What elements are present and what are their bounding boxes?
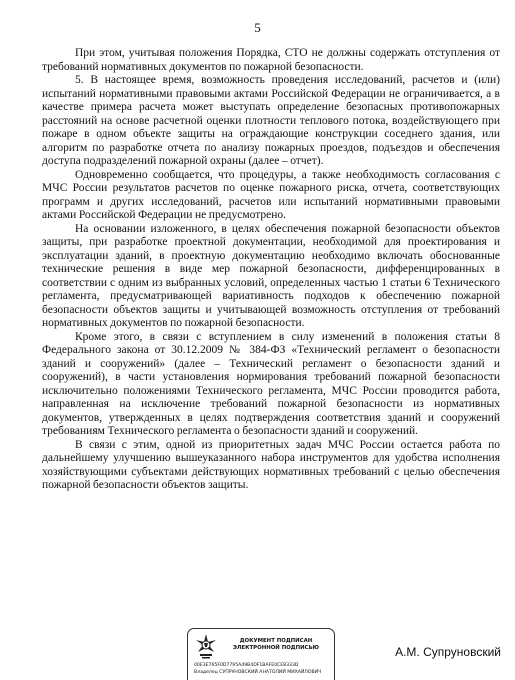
paragraph-3: Одновременно сообщается, что процедуры, а также необходимость согласования с МЧС России результатов расчетов по оценке пожарного риска, отчета, соответствующих программ и других исследований, расчетов или испытаний нормативными правовыми актами Российской Федерации не предусмотрено. [42,168,500,221]
paragraph-4: На основании изложенного, в целях обеспечения пожарной безопасности объектов защиты, при разработке проектной документации, необходимой для проектирования и эксплуатации зданий, в проектную документацию необходимо включать обоснованные технические решения в виде мер пожарной безопасности, дифференцированных в соответствии с одним из выбранных условий, определенных частью 1 статьи 6 Технического регламента, предусматривающей вариативность подходов к обеспечению пожарной безопасности объектов защиты и учитывающей возможность отступления от требований нормативных документов по пожарной безопасности. [42,222,500,329]
paragraph-5: Кроме этого, в связи с вступлением в силу изменений в положения статьи 8 Федерального закона от 30.12.2009 № 384-ФЗ «Технический регламент о безопасности зданий и сооружений» (далее – Технический регламент о безопасности зданий и сооружений), в части установления нормирования требований пожарной безопасности исключительно положениями Технического регламента, МЧС России проводится работа, направленная на исключение требований пожарной безопасности из нормативных документов, утвержденных в целях подтверждения соответствия зданий и сооружений требованиям Технического регламента о безопасности зданий и сооружений. [42,330,500,437]
paragraph-1: При этом, учитывая положения Порядка, СТО не должны содержать отступления от требований нормативных документов по пожарной безопасности. [42,47,500,73]
page-number: 5 [254,20,261,35]
paragraph-6: В связи с этим, одной из приоритетных задач МЧС России остается работа по дальнейшему улучшению вышеуказанного набора инструментов для удобства исполнения хозяйствующими субъектами действующих нормативных требований с целью обеспечения пожарной безопасности объектов защиты. [42,438,500,491]
signer-name: А.М. Супруновский [395,645,501,659]
document-body [42,47,500,493]
certificate-owner: Владелец СУПРУНОВСКИЙ АНАТОЛИЙ МИХАЙЛОВИЧ [194,670,322,675]
stamp-title-line-1: ДОКУМЕНТ ПОДПИСАН [239,638,313,644]
electronic-signature-stamp [187,628,335,680]
paragraph-2: 5. В настоящее время, возможность проведения исследований, расчетов и (или) испытаний нормативными правовыми актами Российской Федерации не ограничивается, а в качестве примера расчета может выступать определение безопасных противопожарных расстояний на основе расчетной оценки плотности теплового потока, воздействующего при пожаре в одном объекте защиты на ограждающие конструкции соседнего здания, или алгоритм по разработке отчета по анализу пожарных проездов, подъездов и обеспечения доступа подразделений пожарной охраны (далее – отчет). [42,74,500,167]
stamp-title [222,638,330,652]
stamp-title-line-2: ЭЛЕКТРОННОЙ ПОДПИСЬЮ [232,645,320,651]
certificate-number: 00E3E765F0D7795A49B4DF1BAFE0CE8333D [194,663,299,668]
emercom-emblem-icon [194,634,218,662]
